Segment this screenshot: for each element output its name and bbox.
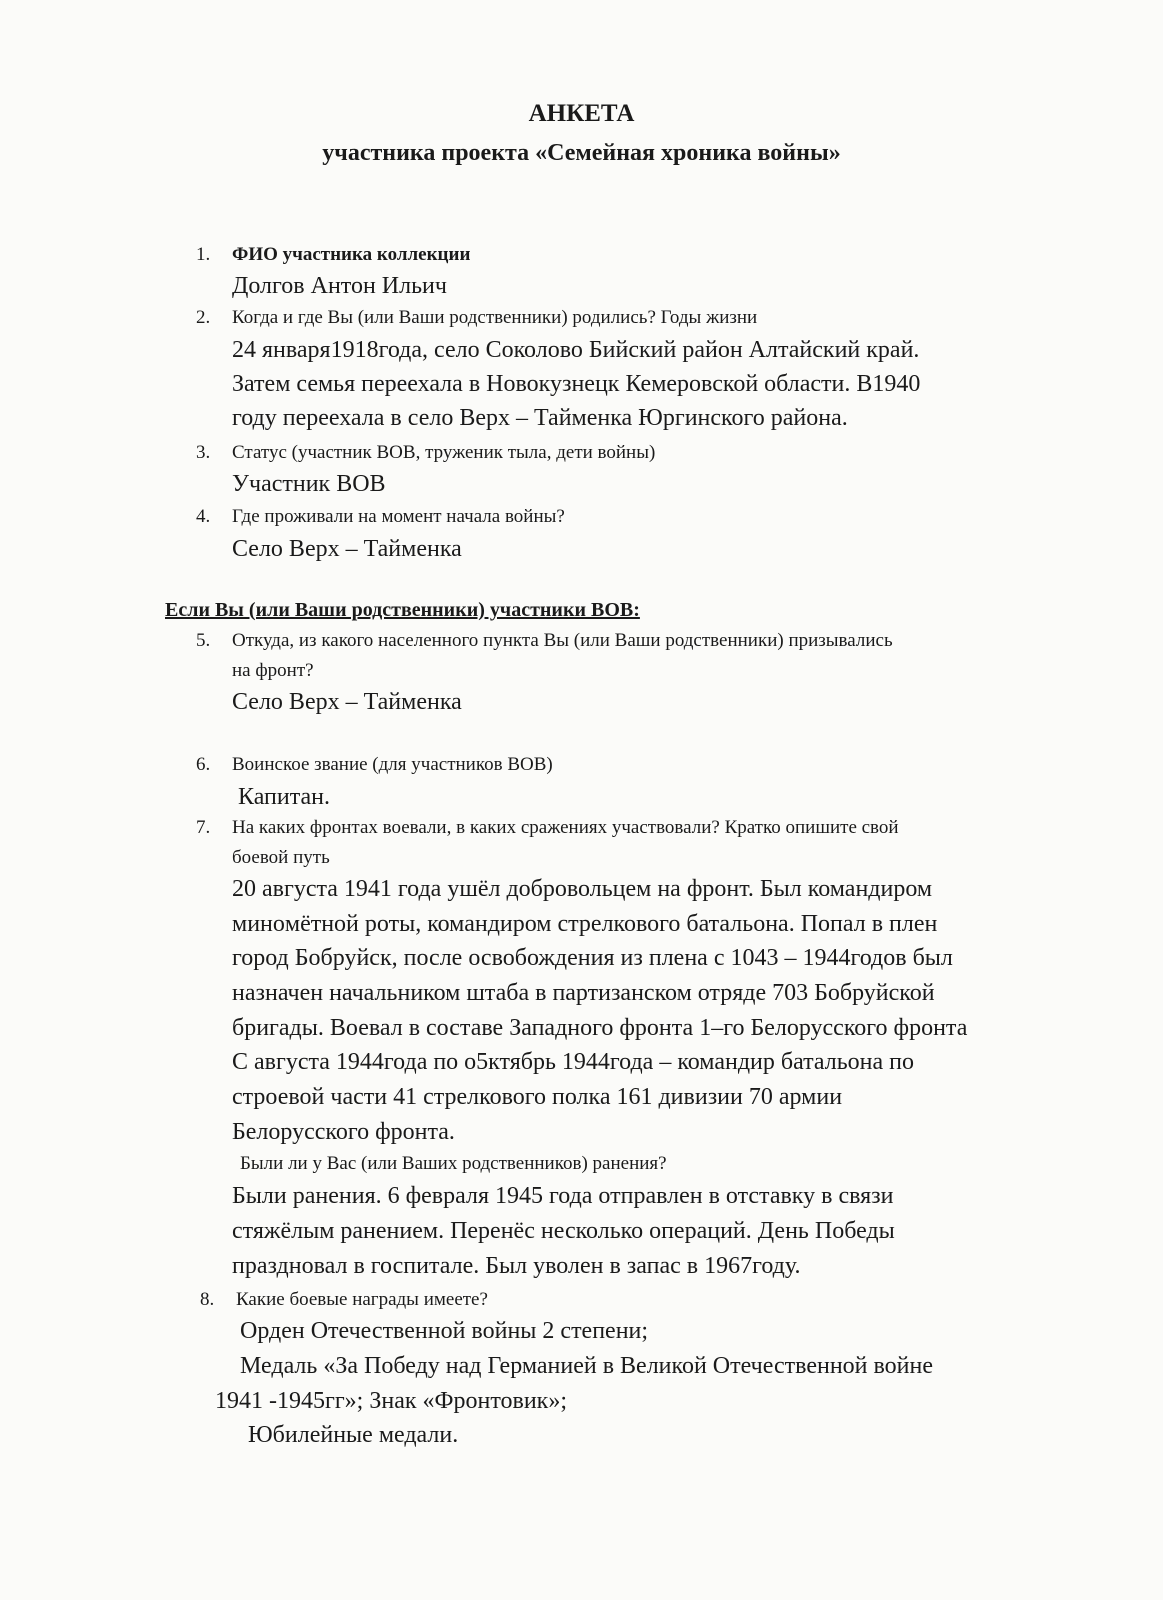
answer-7-line: бригады. Воевал в составе Западного фронта 1–го Белорусского фронта <box>232 1015 968 1041</box>
document-subtitle: участника проекта «Семейная хроника войны» <box>322 140 841 166</box>
answer-8-line: Орден Отечественной войны 2 степени; <box>240 1318 649 1344</box>
item-number: 5. <box>196 630 211 651</box>
question-5-line: на фронт? <box>232 660 314 681</box>
section-heading: Если Вы (или Ваши родственники) участники ВОВ: <box>165 599 640 621</box>
item-number: 7. <box>196 817 211 838</box>
answer-7-line: минoмётной роты, командиром стрелкового батальона. Попал в плен <box>232 911 938 937</box>
answer-6: Капитан. <box>238 784 330 810</box>
item-number: 6. <box>196 754 211 775</box>
answer-3: Участник ВОВ <box>232 471 386 497</box>
answer-2-line: 24 января1918года, село Соколово Бийский район Алтайский край. <box>232 337 920 363</box>
question-8: Какие боевые награды имеете? <box>236 1289 488 1310</box>
answer-7-line: 20 августа 1941 года ушёл добровольцем на фронт. Был командиром <box>232 876 933 902</box>
answer-2-line: году переехала в село Верх – Тайменка Юргинского района. <box>232 405 848 431</box>
answer-wounds-line: праздновал в госпитале. Был уволен в запас в 1967году. <box>232 1253 801 1279</box>
answer-7-line: С августа 1944года по о5ктябрь 1944года – командир батальона по <box>232 1049 915 1075</box>
question-7-line: На каких фронтах воевали, в каких сражениях участвовали? Кратко опишите свой <box>232 817 899 838</box>
answer-5: Село Верх – Тайменка <box>232 689 462 715</box>
item-number: 3. <box>196 442 211 463</box>
question-6: Воинское звание (для участников ВОВ) <box>232 754 553 775</box>
answer-4: Село Верх – Тайменка <box>232 536 462 562</box>
answer-wounds-line: Были ранения. 6 февраля 1945 года отправлен в отставку в связи <box>232 1183 894 1209</box>
answer-8-line: Юбилейные медали. <box>248 1422 459 1448</box>
question-3: Статус (участник ВОВ, труженик тыла, дети войны) <box>232 442 656 463</box>
answer-7-line: город Бобруйск, после освобождения из плена с 1043 – 1944годов был <box>232 945 953 971</box>
answer-7-line: назначен начальником штаба в партизанском отряде 703 Бобруйской <box>232 980 935 1006</box>
question-4: Где проживали на момент начала войны? <box>232 506 565 527</box>
answer-1: Долгов Антон Ильич <box>232 273 447 299</box>
question-wounds: Были ли у Вас (или Ваших родственников) ранения? <box>240 1153 667 1174</box>
item-number: 1. <box>196 244 211 265</box>
answer-2-line: Затем семья переехала в Новокузнецк Кемеровской области. В1940 <box>232 371 921 397</box>
answer-7-line: Белорусского фронта. <box>232 1119 455 1145</box>
document-title: АНКЕТА <box>528 100 635 127</box>
question-5-line: Откуда, из какого населенного пункта Вы (или Ваши родственники) призывались <box>232 630 893 651</box>
question-1: ФИО участника коллекции <box>232 244 471 265</box>
answer-7-line: строевой части 41 стрелкового полка 161 дивизии 70 армии <box>232 1084 843 1110</box>
answer-wounds-line: стяжёлым ранением. Перенёс несколько операций. День Победы <box>232 1218 895 1244</box>
question-2: Когда и где Вы (или Ваши родственники) родились? Годы жизни <box>232 307 758 328</box>
answer-8-line: Медаль «За Победу над Германией в Великой Отечественной войне <box>240 1353 934 1379</box>
item-number: 4. <box>196 506 211 527</box>
question-7-line: боевой путь <box>232 847 330 868</box>
item-number: 2. <box>196 307 211 328</box>
item-number: 8. <box>200 1289 215 1310</box>
answer-8-line: 1941 -1945гг»; Знак «Фронтовик»; <box>215 1388 568 1414</box>
